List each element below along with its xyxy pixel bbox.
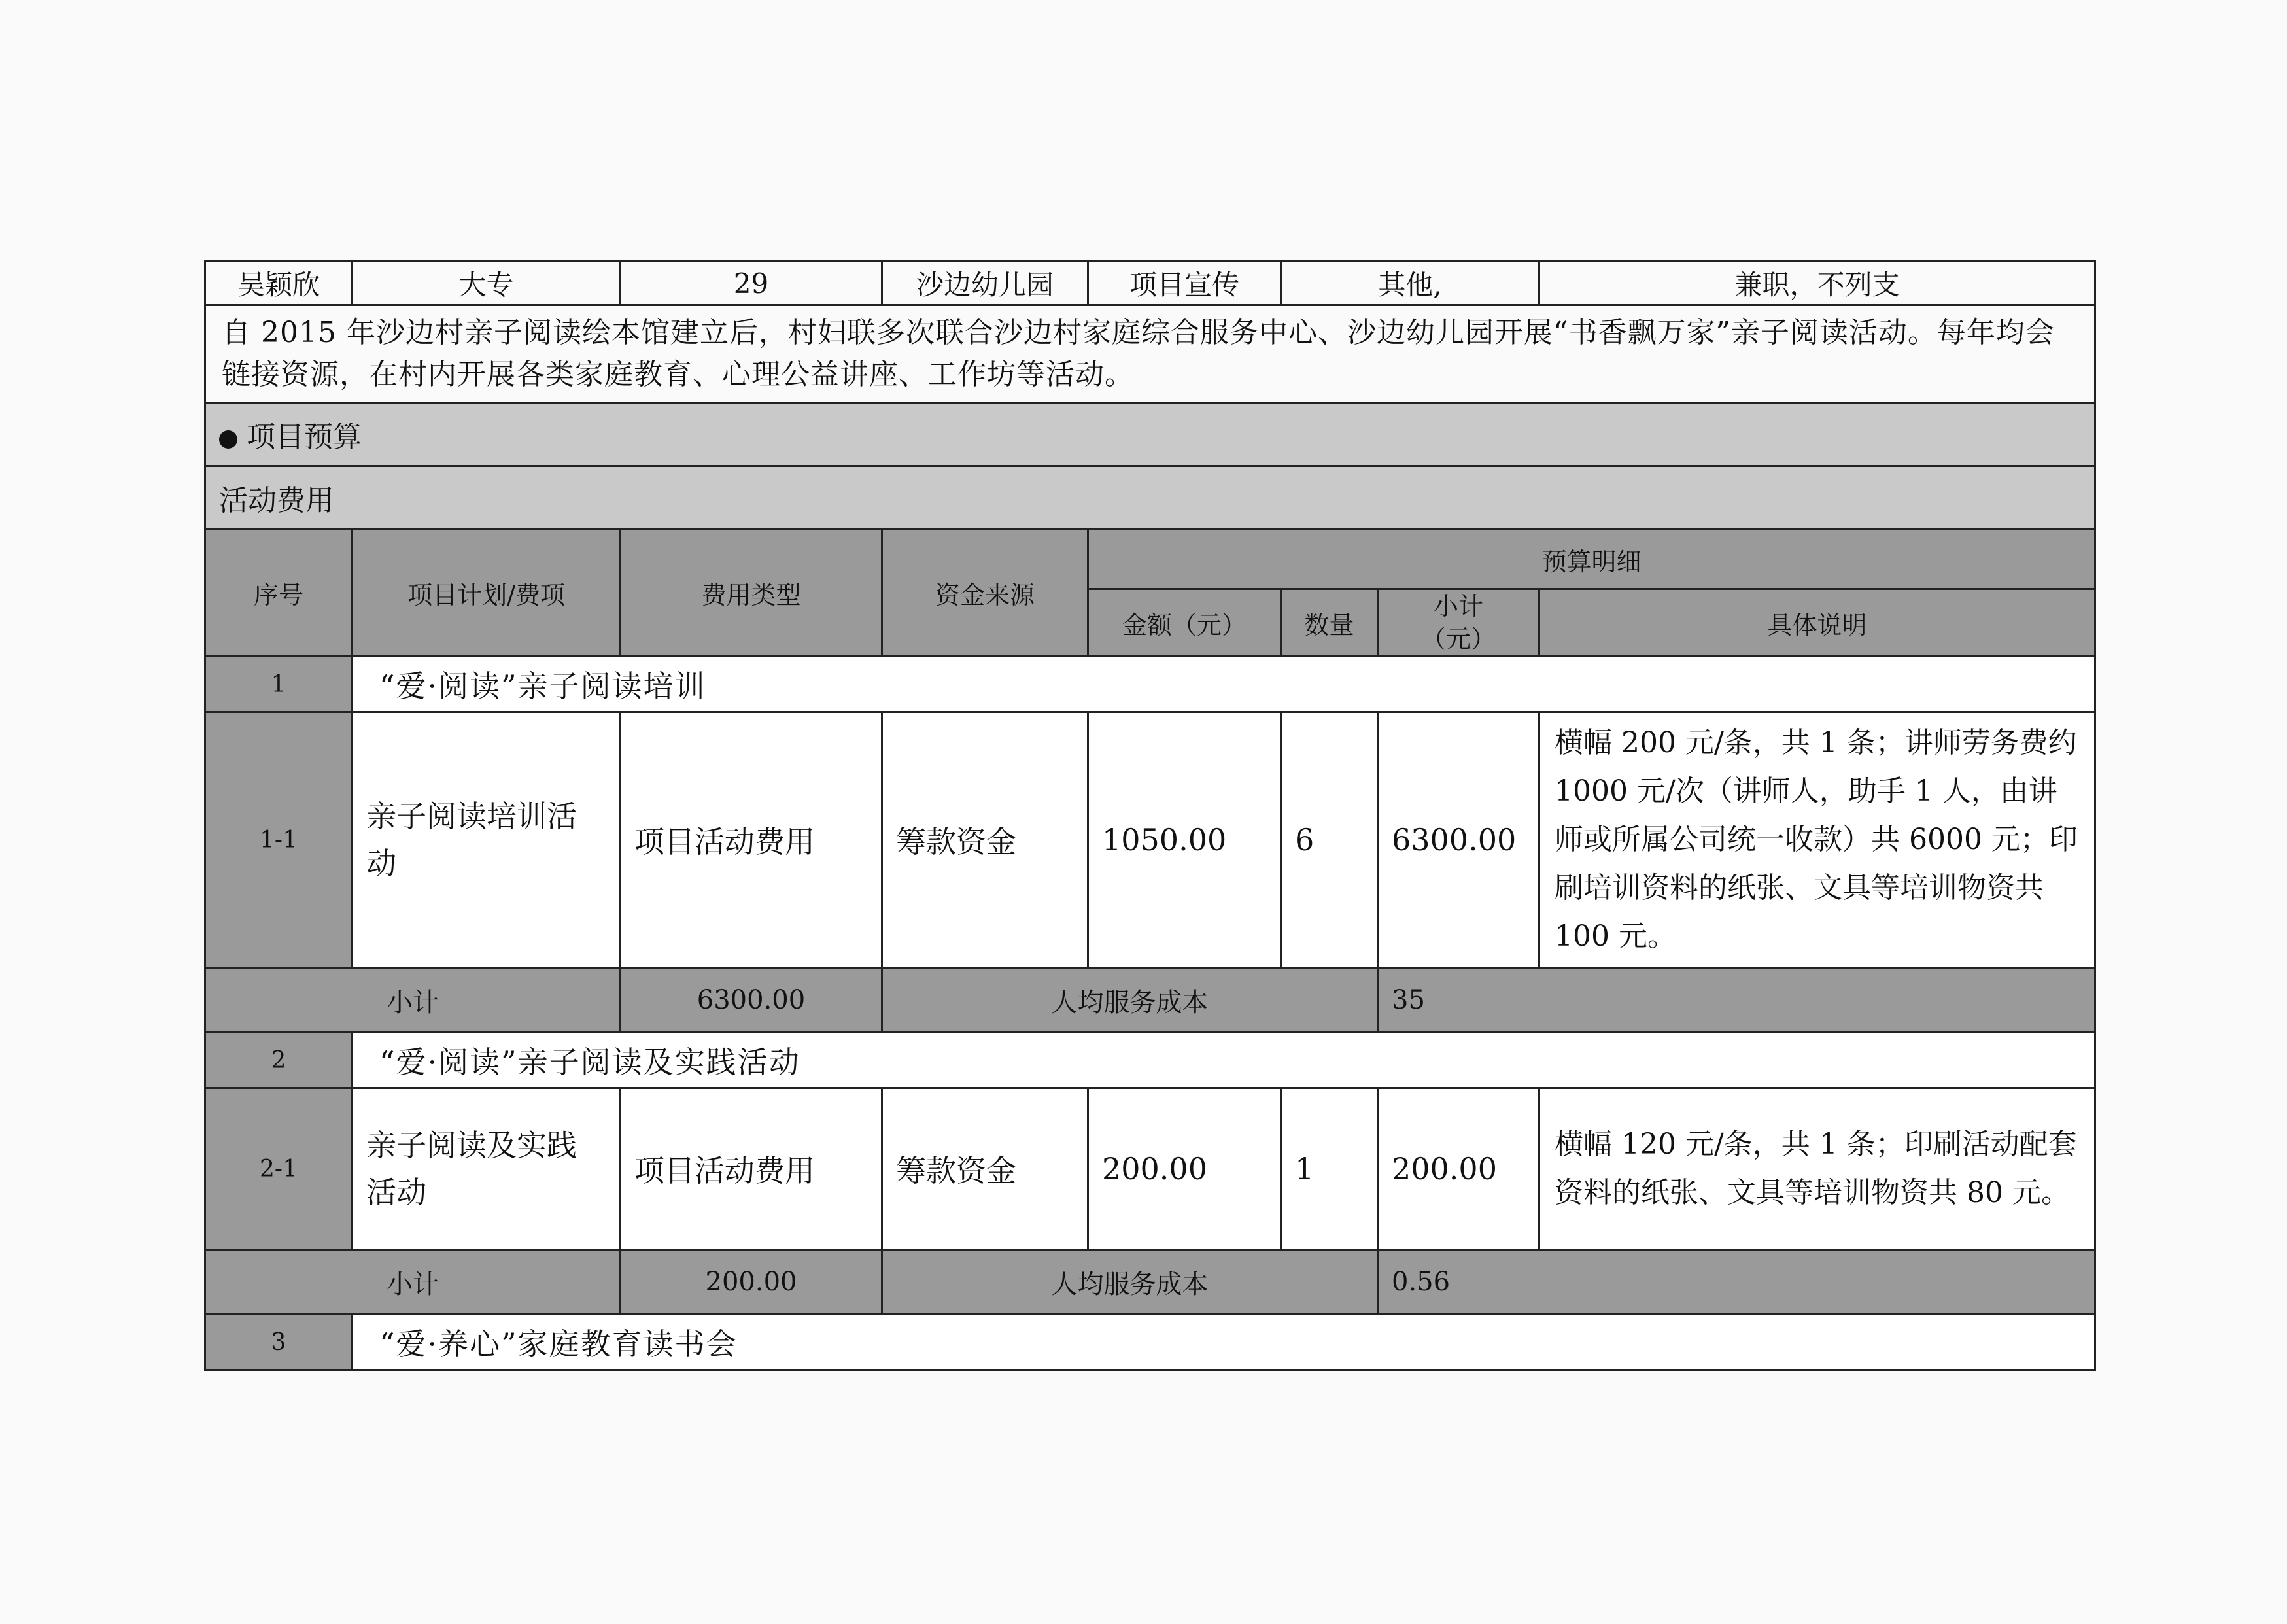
section-budget	[205, 403, 2095, 466]
staff-other: 其他,	[1281, 262, 1539, 305]
section-activity-cost: 活动费用	[205, 466, 2095, 530]
group-name: “爱·阅读”亲子阅读培训	[353, 657, 2095, 712]
group-no: 1	[205, 657, 353, 712]
staff-role: 项目宣传	[1088, 262, 1281, 305]
budget-sheet	[204, 260, 2094, 1371]
item-qty: 6	[1281, 712, 1378, 968]
per-capita-value: 0.56	[1378, 1250, 2095, 1315]
intro-row	[205, 305, 2095, 403]
header-subtotal	[1378, 589, 1539, 657]
staff-education: 大专	[353, 262, 621, 305]
per-capita-value: 35	[1378, 968, 2095, 1033]
subtotal-row	[205, 1250, 2095, 1315]
item-amount: 200.00	[1088, 1088, 1281, 1250]
group-row	[205, 657, 2095, 712]
item-source: 筹款资金	[882, 712, 1088, 968]
item-subtotal: 6300.00	[1378, 712, 1539, 968]
per-capita-label: 人均服务成本	[882, 968, 1378, 1033]
table-row	[205, 712, 2095, 968]
item-desc: 横幅 200 元/条，共 1 条；讲师劳务费约 1000 元/次（讲师人，助手 1 人，由讲师或所属公司统一收款）共 6000 元；印刷培训资料的纸张、文具等培训物资共 100 元。	[1539, 712, 2095, 968]
header-amount: 金额（元）	[1088, 589, 1281, 657]
table-header-row	[205, 530, 2095, 589]
budget-table	[204, 260, 2096, 1371]
section-budget-label: 项目预算	[247, 421, 362, 454]
staff-note: 兼职，不列支	[1539, 262, 2095, 305]
subtotal-label: 小计	[205, 1250, 621, 1315]
subtotal-value: 6300.00	[621, 968, 882, 1033]
header-no: 序号	[205, 530, 353, 657]
item-desc: 横幅 120 元/条，共 1 条；印刷活动配套资料的纸张、文具等培训物资共 80 元。	[1539, 1088, 2095, 1250]
group-no: 3	[205, 1315, 353, 1370]
staff-name: 吴颖欣	[205, 262, 353, 305]
subtotal-value: 200.00	[621, 1250, 882, 1315]
subtotal-row	[205, 968, 2095, 1033]
item-name: 亲子阅读培训活动	[353, 712, 621, 968]
header-cost-type: 费用类型	[621, 530, 882, 657]
group-name: “爱·阅读”亲子阅读及实践活动	[353, 1033, 2095, 1088]
header-subtotal-line1: 小计	[1434, 592, 1484, 621]
header-plan: 项目计划/费项	[353, 530, 621, 657]
item-source: 筹款资金	[882, 1088, 1088, 1250]
header-detail: 预算明细	[1088, 530, 2095, 589]
item-cost-type: 项目活动费用	[621, 712, 882, 968]
item-no: 1-1	[205, 712, 353, 968]
item-amount: 1050.00	[1088, 712, 1281, 968]
subtotal-label: 小计	[205, 968, 621, 1033]
header-qty: 数量	[1281, 589, 1378, 657]
group-row	[205, 1315, 2095, 1370]
staff-unit: 沙边幼儿园	[882, 262, 1088, 305]
header-source: 资金来源	[882, 530, 1088, 657]
per-capita-label: 人均服务成本	[882, 1250, 1378, 1315]
staff-age: 29	[621, 262, 882, 305]
table-row	[205, 1088, 2095, 1250]
item-no: 2-1	[205, 1088, 353, 1250]
bullet-icon	[219, 430, 237, 449]
group-name: “爱·养心”家庭教育读书会	[353, 1315, 2095, 1370]
item-subtotal: 200.00	[1378, 1088, 1539, 1250]
header-subtotal-line2: （元）	[1421, 625, 1496, 653]
staff-row	[205, 262, 2095, 305]
item-name: 亲子阅读及实践活动	[353, 1088, 621, 1250]
group-no: 2	[205, 1033, 353, 1088]
intro-text: 自 2015 年沙边村亲子阅读绘本馆建立后，村妇联多次联合沙边村家庭综合服务中心、沙边幼儿园开展“书香飘万家”亲子阅读活动。每年均会链接资源，在村内开展各类家庭教育、心理公益讲座、工作坊等活动。	[205, 305, 2095, 403]
section-activity-row	[205, 466, 2095, 530]
section-budget-row	[205, 403, 2095, 466]
header-explain: 具体说明	[1539, 589, 2095, 657]
item-cost-type: 项目活动费用	[621, 1088, 882, 1250]
group-row	[205, 1033, 2095, 1088]
item-qty: 1	[1281, 1088, 1378, 1250]
